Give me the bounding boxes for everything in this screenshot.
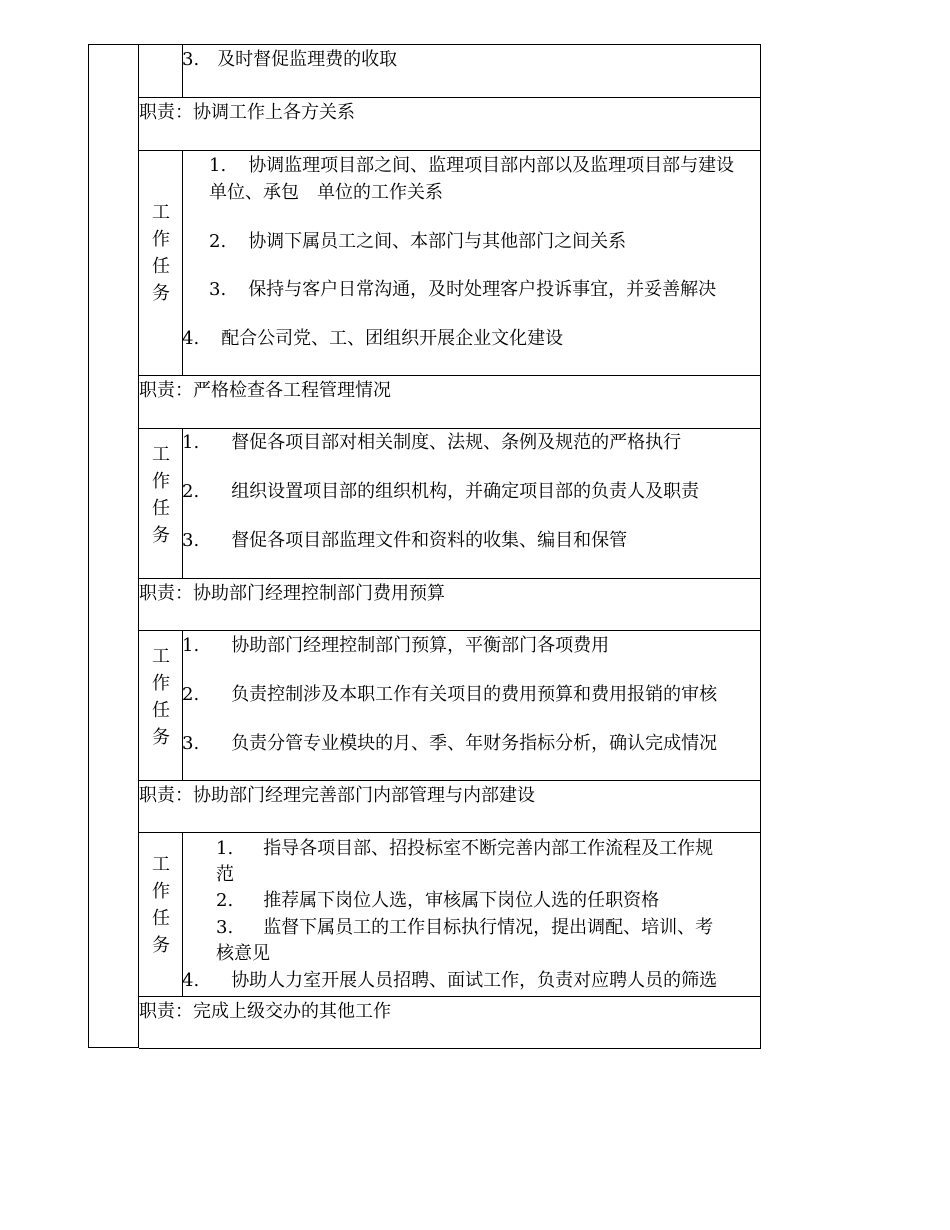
task-number: 1. [182, 432, 200, 453]
task-item [216, 917, 713, 939]
task-block [139, 428, 761, 578]
task-number: 4. [182, 970, 200, 991]
task-number: 3. [216, 917, 234, 938]
task-number: 2. [182, 481, 200, 502]
task-item [209, 231, 626, 253]
duty-row [139, 578, 761, 630]
label-char: 务 [152, 935, 170, 956]
task-number: 1. [182, 635, 200, 656]
label-char: 作 [152, 229, 170, 250]
task-number: 4. [182, 328, 200, 349]
task-number: 2. [182, 684, 200, 705]
duty-heading: 职责：完成上级交办的其他工作 [139, 1001, 391, 1022]
label-char: 任 [152, 498, 170, 519]
label-char: 作 [152, 673, 170, 694]
task-item [216, 890, 659, 912]
duty-row [139, 780, 761, 832]
task-text: 督促各项目部监理文件和资料的收集、编目和保管 [231, 530, 628, 551]
label-char: 工 [152, 202, 170, 223]
task-text: 协助人力室开展人员招聘、面试工作，负责对应聘人员的筛选 [231, 970, 718, 991]
task-item [182, 684, 717, 706]
task-text: 协助部门经理控制部门预算，平衡部门各项费用 [231, 635, 610, 656]
task-text: 组织设置项目部的组织机构，并确定项目部的负责人及职责 [231, 481, 700, 502]
duty-heading: 职责：协助部门经理控制部门费用预算 [139, 583, 445, 604]
task-text: 负责分管专业模块的月、季、年财务指标分析，确认完成情况 [231, 733, 718, 754]
label-char: 任 [152, 256, 170, 277]
task-number: 3. [182, 530, 200, 551]
label-char: 工 [152, 854, 170, 875]
label-char: 任 [152, 700, 170, 721]
duty-heading: 职责：协调工作上各方关系 [139, 102, 355, 123]
label-char: 工 [152, 444, 170, 465]
task-text: 指导各项目部、招投标室不断完善内部工作流程及工作规 [263, 838, 714, 859]
task-item [182, 49, 397, 71]
duty-row [139, 97, 761, 150]
task-number: 1. [216, 838, 234, 859]
task-vertical-label [139, 199, 183, 307]
task-text: 监督下属员工的工作目标执行情况，提出调配、培训、考 [263, 917, 714, 938]
task-item [182, 733, 717, 755]
task-item [209, 279, 716, 301]
duty-heading: 职责：协助部门经理完善部门内部管理与内部建设 [139, 785, 535, 806]
duty-heading: 职责：严格检查各工程管理情况 [139, 380, 391, 401]
task-text: 及时督促监理费的收取 [217, 49, 398, 70]
task-item [182, 635, 609, 657]
task-vertical-label [139, 441, 183, 549]
task-text: 协调监理项目部之间、监理项目部内部以及监理项目部与建设 [248, 155, 735, 176]
task-item [182, 481, 699, 503]
label-char: 务 [152, 283, 170, 304]
task-number: 2. [216, 890, 234, 911]
task-text: 负责控制涉及本职工作有关项目的费用预算和费用报销的审核 [231, 684, 718, 705]
task-item [182, 432, 681, 454]
task-vertical-label [139, 851, 183, 959]
task-block [139, 150, 761, 375]
task-block [139, 832, 761, 996]
label-char: 作 [152, 471, 170, 492]
task-item [182, 530, 627, 552]
label-char: 务 [152, 525, 170, 546]
task-item-continued: 核意见 [216, 943, 270, 964]
task-text: 督促各项目部对相关制度、法规、条例及规范的严格执行 [231, 432, 682, 453]
task-item [182, 970, 717, 992]
duty-row [139, 996, 761, 1049]
task-number: 1. [209, 155, 227, 176]
left-column-frame [88, 44, 139, 1048]
task-number: 3. [182, 733, 200, 754]
task-number: 2. [209, 231, 227, 252]
task-item [216, 838, 713, 860]
task-text: 协调下属员工之间、本部门与其他部门之间关系 [248, 231, 627, 252]
label-char: 务 [152, 727, 170, 748]
row-gutter [139, 45, 183, 97]
task-row-top [139, 44, 761, 97]
task-text: 配合公司党、工、团组织开展企业文化建设 [221, 328, 564, 349]
task-item-continued: 范 [216, 864, 234, 885]
task-item [209, 155, 734, 177]
task-vertical-label [139, 643, 183, 751]
task-number: 3. [209, 279, 227, 300]
task-text: 保持与客户日常沟通，及时处理客户投诉事宜，并妥善解决 [248, 279, 717, 300]
task-block [139, 630, 761, 780]
label-char: 任 [152, 908, 170, 929]
task-number: 3. [182, 49, 200, 70]
task-item-continued: 单位、承包 单位的工作关系 [209, 182, 443, 203]
task-text: 推荐属下岗位人选，审核属下岗位人选的任职资格 [263, 890, 660, 911]
duty-row [139, 375, 761, 428]
label-char: 工 [152, 646, 170, 667]
label-char: 作 [152, 881, 170, 902]
task-item [182, 328, 563, 350]
